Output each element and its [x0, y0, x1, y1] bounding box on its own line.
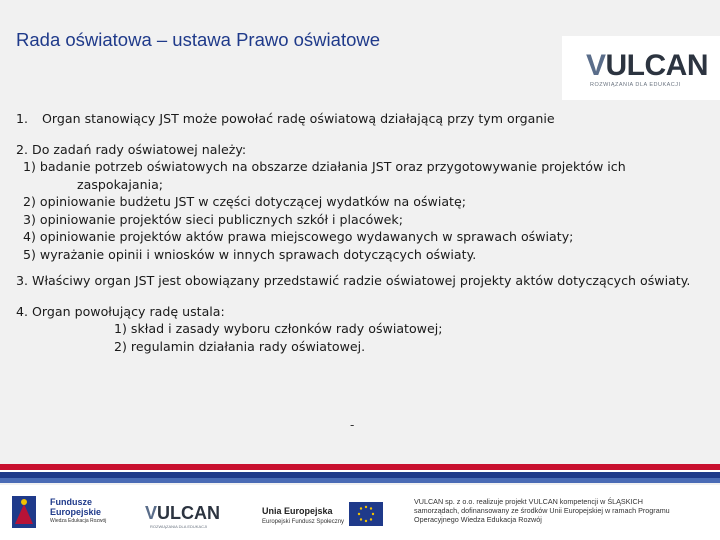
point-2-item-1: 1) badanie potrzeb oświatowych na obszarze działania JST oraz przygotowywanie projektów ich: [23, 159, 626, 174]
point-4-item-1: 1) skład i zasady wyboru członków rady oświatowej;: [114, 321, 443, 336]
eu-label: [262, 506, 344, 525]
point-1: [16, 110, 706, 128]
point-4-list: [16, 320, 706, 355]
fundusze-europejskie-logo: [10, 494, 130, 530]
stripe-blue: [0, 478, 720, 483]
fe-subtitle: Wiedza Edukacja Rozwój: [50, 518, 107, 524]
point-3: 3. Właściwy organ JST jest obowiązany przedstawić radzie oświatowej projekty aktów dotyczących oświaty.: [16, 273, 691, 288]
fe-title: Fundusze Europejskie: [50, 497, 102, 517]
vulcan-logo-tagline: ROZWIĄZANIA DLA EDUKACJI: [590, 82, 681, 88]
point-2-item-4: 4) opiniowanie projektów aktów prawa miejscowego wydawanych w sprawach oświaty;: [23, 229, 574, 244]
point-2-list: [16, 158, 706, 263]
project-note: VULCAN sp. z o.o. realizuje projekt VULCAN kompetencji w ŚLĄSKICH samorządach, dofinansowany ze środków Unii Europejskiej w ramach Programu Operacyjnego Wiedza Edukacja Rozwój: [414, 497, 670, 524]
point-2-item-3: 3) opiniowanie projektów sieci publicznych szkół i placówek;: [23, 211, 403, 227]
point-2-item-1-continuation: zaspokajania;: [77, 176, 164, 192]
eu-flag-icon: [349, 502, 383, 526]
point-2-item-5: 5) wyrażanie opinii i wniosków w innych sprawach dotyczących oświaty.: [23, 246, 477, 262]
footer-vulcan-tagline: ROZWIĄZANIA DLA EDUKACJI: [150, 524, 208, 529]
decorative-stripes: [0, 460, 720, 485]
point-2-item-2: 2) opiniowanie budżetu JST w części dotyczącej wydatków na oświatę;: [23, 194, 466, 209]
slide-title: Rada oświatowa – ustawa Prawo oświatowe: [16, 29, 381, 50]
footer-logos: [0, 485, 720, 540]
vulcan-logo-wordmark: VULCAN: [586, 49, 709, 82]
eu-title: Unia Europejska: [262, 506, 333, 516]
vulcan-logo: [562, 36, 720, 100]
slide-content: [16, 110, 706, 355]
footer-vulcan-wordmark: VULCAN: [145, 503, 221, 523]
point-4: [16, 303, 706, 356]
point-1-text: Organ stanowiący JST może powołać radę oświatową działającą przy tym organie: [42, 111, 555, 126]
dash-mark: -: [350, 418, 355, 432]
point-2: [16, 141, 706, 264]
point-1-number: 1.: [16, 111, 29, 126]
eu-subtitle: Europejski Fundusz Społeczny: [262, 519, 345, 525]
fe-emblem-icon: [10, 494, 38, 530]
point-4-item-2: 2) regulamin działania rady oświatowej.: [114, 338, 366, 354]
point-4-intro: 4. Organ powołujący radę ustala:: [16, 303, 225, 319]
point-2-intro: 2. Do zadań rady oświatowej należy:: [16, 141, 247, 157]
